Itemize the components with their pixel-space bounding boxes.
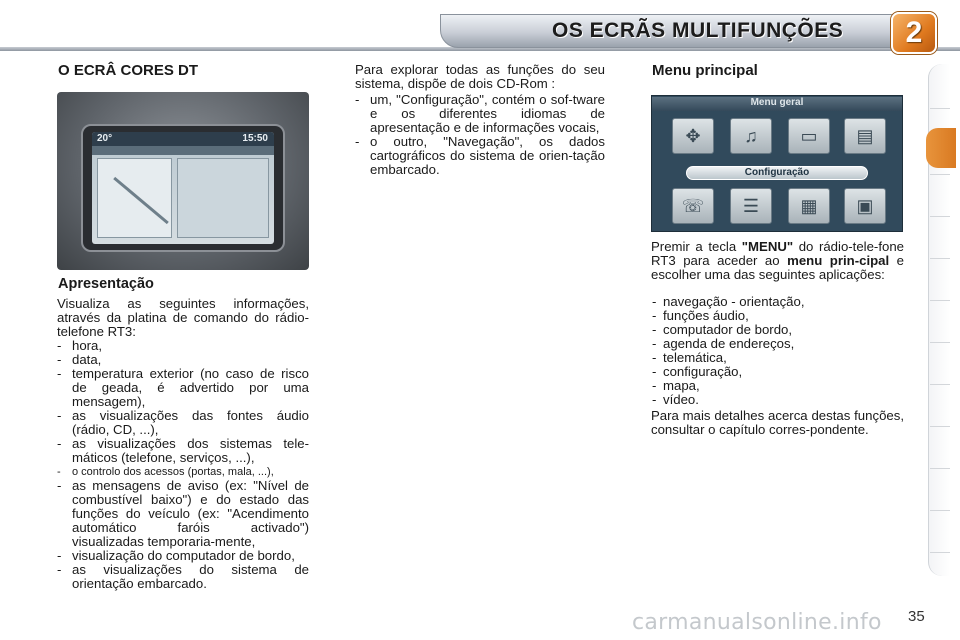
cdrom-intro: Para explorar todas as funções do seu sistema, dispõe de dois CD-Rom : <box>355 62 605 91</box>
chapter-tab-divider <box>930 342 950 343</box>
menu-screen-title: Menu geral <box>652 97 902 111</box>
page-number: 35 <box>908 608 925 625</box>
menu-selected-label: Configuração <box>686 166 868 180</box>
list-item: - temperatura exterior (no caso de risco de geada, é advertido por uma mensagem), <box>55 367 309 409</box>
list-item: - as mensagens de aviso (ex: "Nível de combustível baixo") e do estado das funções do veículo (ex: "Acendimento automático faróis activado") visualizadas temporaria-mente, <box>55 479 309 549</box>
map-icon: ▦ <box>788 188 830 224</box>
list-item: - o outro, "Navegação", os dados cartográficos do sistema de orien-tação embarcado. <box>353 135 605 177</box>
chapter-tab-divider <box>930 108 950 109</box>
list-item: - as visualizações das fontes áudio (rádio, CD, ...), <box>55 409 309 437</box>
list-item: - o controlo dos acessos (portas, mala, ...), <box>55 465 309 479</box>
display-photo <box>57 92 309 270</box>
lcd-status-bar <box>92 132 274 146</box>
lcd-audio-pane <box>177 158 269 238</box>
chapter-tab-divider <box>930 300 950 301</box>
page-header <box>0 0 960 58</box>
main-menu-screenshot <box>651 95 903 232</box>
list-item: - vídeo. <box>650 393 904 407</box>
chapter-badge: 2 <box>891 12 937 54</box>
chapter-tab-divider <box>930 216 950 217</box>
display-lcd <box>92 132 274 244</box>
chapter-tab-active[interactable] <box>926 128 956 168</box>
list-item: - as visualizações dos sistemas tele-máticos (telefone, serviços, ...), <box>55 437 309 465</box>
menu-intro-text: Premir a tecla <box>651 239 742 254</box>
computer-icon: ▭ <box>788 118 830 154</box>
main-menu-term: menu prin-cipal <box>787 253 890 268</box>
list-item: - visualização do computador de bordo, <box>55 549 309 563</box>
presentation-intro: Visualiza as seguintes informações, através da platina de comando do rádio-telefone RT3: <box>57 296 309 339</box>
menu-outro: Para mais detalhes acerca destas funções, consultar o capítulo corres-pondente. <box>651 408 904 437</box>
menu-heading: Menu principal <box>652 62 758 79</box>
navigation-icon: ✥ <box>672 118 714 154</box>
list-item: - telemática, <box>650 351 904 365</box>
list-item: - um, "Configuração", contém o sof-tware e os diferentes idiomas de apresentação e de informações vocais, <box>353 93 605 135</box>
list-item: - funções áudio, <box>650 309 904 323</box>
section-heading: O ECRÂ CORES DT <box>58 62 199 79</box>
menu-key-label: "MENU" <box>741 239 794 254</box>
chapter-tab-divider <box>930 426 950 427</box>
presentation-list <box>55 339 309 591</box>
list-item: - navegação - orientação, <box>650 295 904 309</box>
chapter-tab-divider <box>930 384 950 385</box>
menu-intro <box>651 240 904 282</box>
settings-icon: ☰ <box>730 188 772 224</box>
chapter-tab-divider <box>930 468 950 469</box>
display-bezel <box>81 124 285 252</box>
list-item: - mapa, <box>650 379 904 393</box>
lcd-road <box>113 177 169 224</box>
list-item: - as visualizações do sistema de orientação embarcado. <box>55 563 309 591</box>
chapter-tab-divider <box>930 552 950 553</box>
audio-icon: ♫ <box>730 118 772 154</box>
list-item: - computador de bordo, <box>650 323 904 337</box>
video-icon: ▣ <box>844 188 886 224</box>
watermark: carmanualsonline.info <box>632 610 882 635</box>
menu-intro-text: do rádio-tele-fone RT3 para aceder ao <box>651 239 904 268</box>
telematics-icon: ☏ <box>672 188 714 224</box>
list-item: - data, <box>55 353 309 367</box>
chapter-tab-divider <box>930 510 950 511</box>
chapter-tab-divider <box>930 174 950 175</box>
lcd-clock: 15:50 <box>242 133 268 144</box>
page-title: OS ECRÃS MULTIFUNÇÕES <box>552 19 844 42</box>
lcd-tab-bar <box>92 146 274 155</box>
lcd-temperature: 20° <box>97 133 113 144</box>
lcd-map-pane <box>97 158 172 238</box>
presentation-heading: Apresentação <box>58 276 154 292</box>
cdrom-list <box>353 93 605 177</box>
list-item: - configuração, <box>650 365 904 379</box>
chapter-tab-divider <box>930 258 950 259</box>
menu-intro-text: e escolher uma das seguintes aplicações: <box>651 253 905 282</box>
address-book-icon: ▤ <box>844 118 886 154</box>
applications-list <box>650 295 904 407</box>
list-item: - agenda de endereços, <box>650 337 904 351</box>
list-item: - hora, <box>55 339 309 353</box>
